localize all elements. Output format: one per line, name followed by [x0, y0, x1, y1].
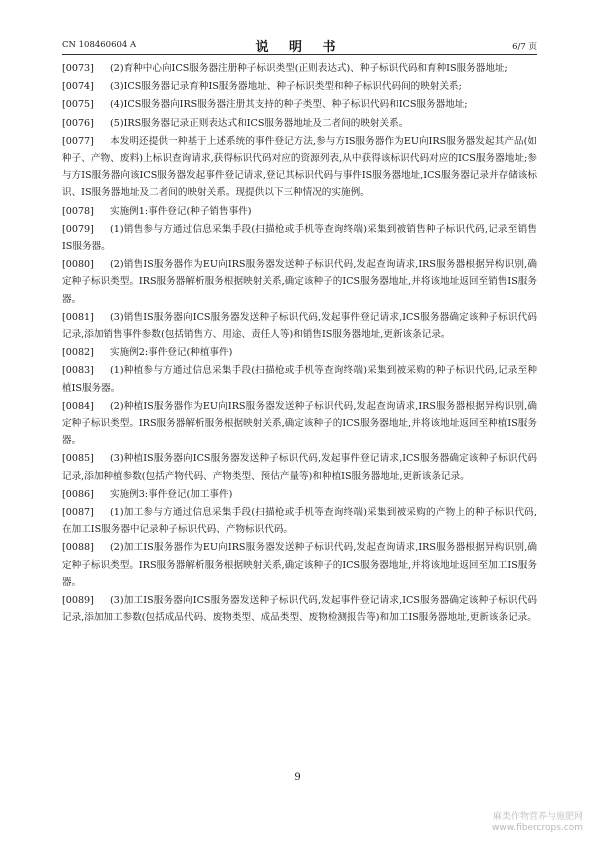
paragraph-number: [0080]: [62, 259, 94, 271]
paragraph-text: (3)ICS服务器记录育种IS服务器地址、种子标识类型和种子标识代码间的映射关系;: [110, 81, 462, 93]
paragraph-text: (2)销售IS服务器作为EU向IRS服务器发送种子标识代码,发起查询请求,IRS服务器根据异构识别,确定种子标识类型。IRS服务器解析服务根据映射关系,确定该种子的ICS服务器地址,并将该地址返回至销售IS服务器。: [62, 259, 537, 305]
paragraph-number: [0075]: [62, 99, 94, 111]
paragraph-number: [0077]: [62, 135, 94, 147]
paragraph: [62, 344, 537, 361]
paragraph-number: [0089]: [62, 595, 94, 607]
paragraph: [62, 60, 537, 77]
paragraph-number: [0074]: [62, 81, 94, 93]
paragraph: [62, 398, 537, 450]
paragraph: [62, 309, 537, 343]
paragraph-number: [0079]: [62, 223, 94, 235]
page-reference: 6/7 页: [512, 42, 537, 52]
document-body: [62, 60, 537, 628]
paragraph: [62, 115, 537, 132]
paragraph-text: 实施例1:事件登记(种子销售事件): [110, 205, 252, 217]
watermark-line-1: 麻类作物营养与施肥网: [492, 812, 583, 822]
paragraph-number: [0084]: [62, 400, 94, 412]
document-title: 说 明 书: [255, 40, 344, 55]
paragraph-number: [0087]: [62, 507, 94, 519]
paragraph-number: [0085]: [62, 453, 94, 465]
paragraph: [62, 96, 537, 113]
paragraph: [62, 539, 537, 591]
paragraph-text: (3)种植IS服务器向ICS服务器发送种子标识代码,发起事件登记请求,ICS服务器确定该种子标识代码记录,添加种植参数(包括产物代码、产物类型、预估产量等)和种植IS服务器地址,更新该条记录。: [62, 453, 537, 482]
paragraph-text: (2)种植IS服务器作为EU向IRS服务器发送种子标识代码,发起查询请求,IRS服务器根据异构识别,确定种子标识类型。IRS服务器解析服务根据映射关系,确定该种子的ICS服务器地址,并将该地址返回至种植IS服务器。: [62, 400, 537, 447]
paragraph: [62, 592, 537, 626]
watermark-line-2: www.fibercrops.com: [492, 823, 583, 833]
paragraph-number: [0083]: [62, 365, 94, 377]
watermark: [492, 812, 583, 834]
paragraph-number: [0076]: [62, 117, 94, 129]
paragraph-number: [0073]: [62, 63, 94, 74]
paragraph-text: 实施例2:事件登记(种植事件): [110, 347, 233, 359]
paragraph-text: (1)种植参与方通过信息采集手段(扫描枪或手机等查询终端)采集到被采购的种子标识代码,记录至种植IS服务器。: [62, 365, 537, 394]
paragraph: [62, 362, 537, 396]
paragraph-text: 本发明还提供一种基于上述系统的事件登记方法,参与方IS服务器作为EU向IRS服务器发起其产品(如种子、产物、废料)上标识查询请求,获得标识代码对应的资源列表,从中获得该标识代码对应的ICS服务器地址;参与方IS服务器向该ICS服务器发起事件登记请求,登记其标识代码与事件IS服务器地址,ICS服务器记录并存储该标识、IS服务器地址及二者间的映射关系。现提供以下三种情况的实施例。: [62, 135, 537, 199]
paragraph: [62, 486, 537, 503]
paragraph: [62, 78, 537, 95]
page-number: 9: [294, 772, 301, 783]
patent-number: CN 108460604 A: [62, 40, 137, 50]
paragraph-number: [0081]: [62, 311, 94, 323]
paragraph: [62, 203, 537, 220]
paragraph: [62, 504, 537, 538]
paragraph: [62, 450, 537, 484]
paragraph-text: (3)加工IS服务器向ICS服务器发送种子标识代码,发起事件登记请求,ICS服务器确定该种子标识代码记录,添加加工参数(包括成品代码、废物类型、成品类型、废物检测报告等)和加工IS服务器地址,更新该条记录。: [62, 595, 537, 624]
paragraph-text: (2)加工IS服务器作为EU向IRS服务器发送种子标识代码,发起查询请求,IRS服务器根据异构识别,确定种子标识类型。IRS服务器解析服务根据映射关系,确定该种子的ICS服务器地址,并将该地址返回至加工IS服务器。: [62, 542, 537, 588]
header-rule: [62, 54, 537, 55]
paragraph-number: [0086]: [62, 488, 94, 500]
paragraph-text: (3)销售IS服务器向ICS服务器发送种子标识代码,发起事件登记请求,ICS服务器确定该种子标识代码记录,添加销售事件参数(包括销售方、用途、责任人等)和销售IS服务器地址,更新该条记录。: [62, 311, 537, 341]
paragraph-number: [0078]: [62, 205, 94, 217]
page-header: [62, 36, 537, 55]
paragraph: [62, 221, 537, 255]
paragraph-text: (4)ICS服务器向IRS服务器注册其支持的种子类型、种子标识代码和ICS服务器地址;: [110, 99, 468, 111]
paragraph: [62, 256, 537, 308]
paragraph-text: (1)销售参与方通过信息采集手段(扫描枪或手机等查询终端)采集到被销售种子标识代码,记录至销售IS服务器。: [62, 223, 537, 253]
paragraph-text: (2)育种中心向ICS服务器注册种子标识类型(正则表达式)、种子标识代码和育种IS服务器地址;: [110, 63, 508, 74]
paragraph-text: (1)加工参与方通过信息采集手段(扫描枪或手机等查询终端)采集到被采购的产物上的种子标识代码,在加工IS服务器中记录种子标识代码、产物标识代码。: [62, 507, 537, 536]
paragraph-text: 实施例3:事件登记(加工事件): [110, 488, 233, 500]
paragraph-number: [0088]: [62, 542, 94, 554]
paragraph: [62, 133, 537, 202]
paragraph-text: (5)IRS服务器记录正则表达式和ICS服务器地址及二者间的映射关系。: [110, 117, 409, 129]
paragraph-number: [0082]: [62, 347, 94, 359]
